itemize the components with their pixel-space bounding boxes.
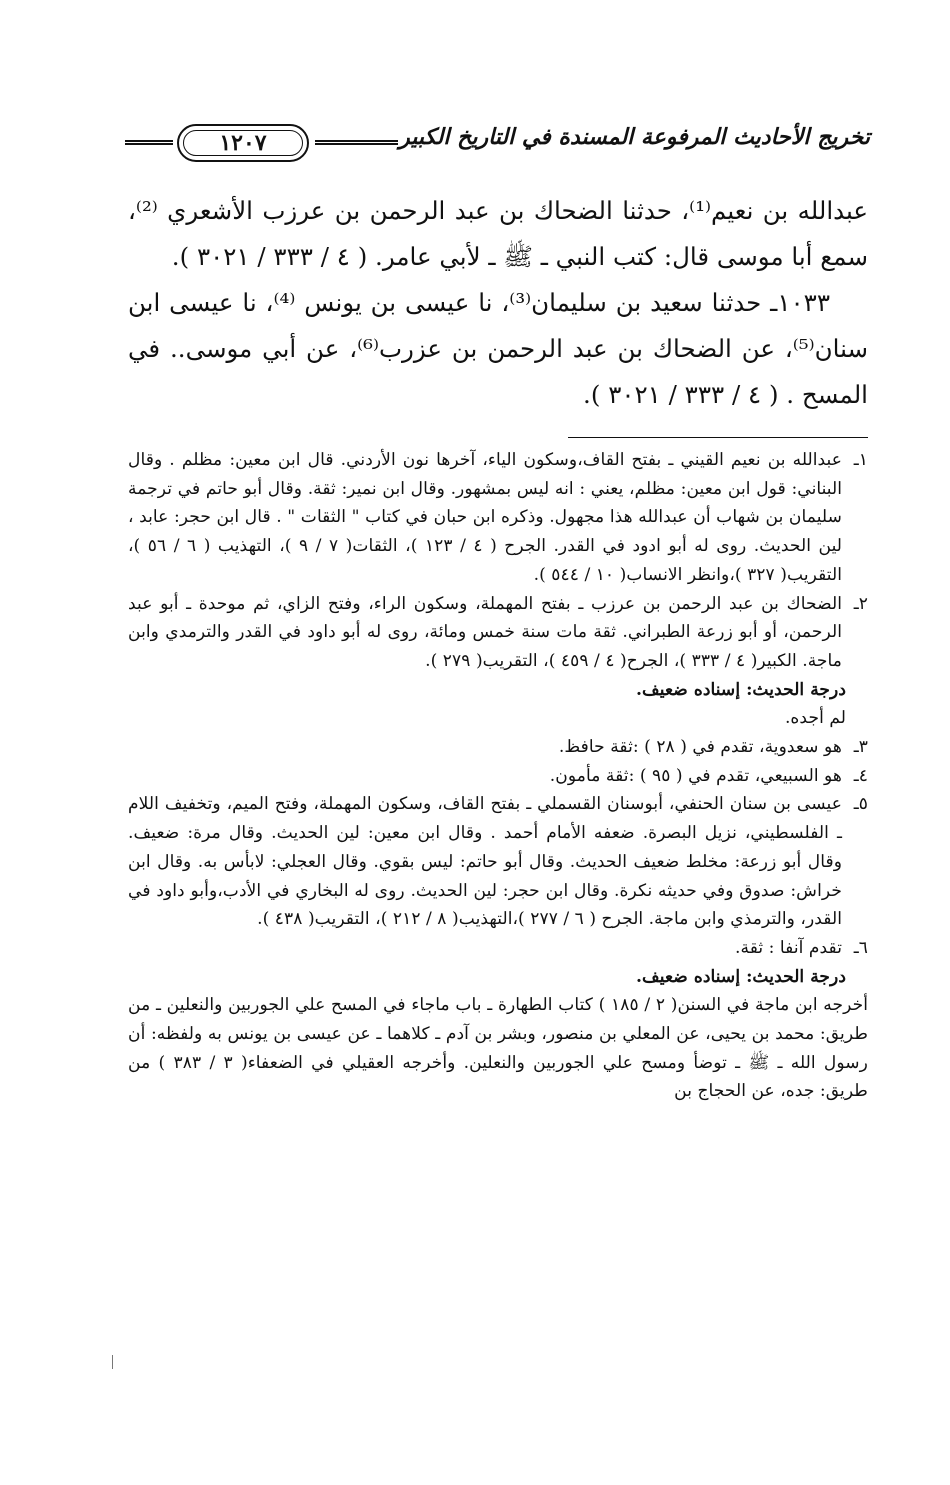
margin-mark bbox=[112, 1355, 113, 1369]
footnote-text: الضحاك بن عبد الرحمن بن عرزب ـ بفتح المهملة، وسكون الراء، وفتح الزاي، ثم موحدة ـ أبو عبد الرحمن، أو أبو زرعة الطبراني. ثقة مات سنة خمس ومائة، روى له أبو داود في القدر والترمدي وابن ماجة. الكبير( ٤ / ٣٣٣ )، الجرح( ٤ / ٤٥٩ )، التقريب( ٢٧٩ ). bbox=[128, 593, 842, 671]
footnote-text: هو السبيعي، تقدم في ( ٩٥ ) :ثقة مأمون. bbox=[549, 765, 842, 786]
main-text bbox=[128, 188, 868, 418]
footnote-number: ٤ـ bbox=[853, 765, 868, 786]
footnote-number: ٢ـ bbox=[853, 593, 868, 614]
footnote-number: ٥ـ bbox=[853, 794, 868, 815]
hadith-grade-1: درجة الحديث: إسناده ضعيف. bbox=[636, 679, 846, 700]
footnote-text: عبدالله بن نعيم القيني ـ بفتح القاف،وسكون الياء، آخرها نون الأردني. قال ابن معين: مظلم . وقال البناني: قول ابن معين: مظلم، يعني : انه ليس بمشهور. وقال ابن نمير: ثقة. وقال أبو حاتم في ترجمة سليمان بن شهاب أن عبدالله هذا مجهول. وذكره ابن حبان في كتاب " الثقات " . قال ابن حجر: عابد ، لين الحديث. روى له أبو ادود في القدر. الجرح ( ٤ / ١٢٣ )، الثقات( ٧ / ٩ )، التهذيب ( ٦ / ٥٦ )، التقريب( ٣٢٧ )،وانظر الانساب( ١٠ / ٥٤٤ ). bbox=[128, 450, 842, 585]
running-title: تخريج الأحاديث المرفوعة المسندة في التاريخ الكبير bbox=[399, 124, 870, 150]
page-header bbox=[125, 118, 870, 174]
footnote-3 bbox=[128, 733, 868, 762]
footnote-2 bbox=[128, 590, 868, 676]
footnote-number: ٦ـ bbox=[853, 937, 868, 958]
hadith-grade-2: درجة الحديث: إسناده ضعيف. bbox=[636, 966, 846, 987]
page-number: ١٢٠٧ bbox=[219, 130, 267, 156]
main-paragraph-1: عبدالله بن نعيم⁽¹⁾، حدثنا الضحاك بن عبد الرحمن بن عرزب الأشعري ⁽²⁾، سمع أبا موسى قال: كتب النبي ـ ﷺ ـ لأبي عامر. ( ٤ / ٣٣٣ / ٣٠٢١ ). bbox=[128, 196, 868, 271]
header-rule-left bbox=[125, 140, 173, 145]
page-number-badge bbox=[177, 124, 309, 162]
footnote-text: عيسى بن سنان الحنفي، أبوسنان القسملي ـ بفتح القاف، وسكون المهملة، وفتح الميم، وتخفيف اللام ـ الفلسطيني، نزيل البصرة. ضعفه الأمام أحمد . وقال ابن معين: لين الحديث. وقال مرة: ضعيف. وقال أبو زرعة: مخلط ضعيف الحديث. وقال أبو حاتم: ليس بقوي. وقال العجلي: لابأس به. وقال ابن خراش: صدوق وفي حديثه نكرة. وقال ابن حجر: لين الحديث. روى له البخاري في الأدب،وأبو داود في القدر، والترمذي وابن ماجة. الجرح ( ٦ / ٢٧٧ )،التهذيب( ٨ / ٢١٢ )، التقريب( ٤٣٨ ). bbox=[128, 794, 842, 930]
main-paragraph-2: ١٠٣٣ـ حدثنا سعيد بن سليمان⁽³⁾، نا عيسى بن يونس ⁽⁴⁾، نا عيسى ابن سنان⁽⁵⁾، عن الضحاك بن عبد الرحمن بن عزرب⁽⁶⁾، عن أبي موسى.. في المسح . ( ٤ / ٣٣٣ / ٣٠٢١ ). bbox=[128, 288, 868, 409]
footnote-divider bbox=[568, 437, 868, 438]
takhrij-paragraph: أخرجه ابن ماجة في السنن( ٢ / ١٨٥ ) كتاب الطهارة ـ باب ماجاء في المسح علي الجوربين والنعلين ـ من طريق: محمد بن يحيى، عن المعلي بن منصور، وبشر بن آدم ـ كلاهما ـ عن عيسى بن يونس به ولفظه: أن رسول الله ـ ﷺ ـ توضأ ومسح علي الجوربين والنعلين. وأخرجه العقيلي في الضعفاء( ٣ / ٣٨٣ ) من طريق: جده، عن الحجاج بن bbox=[128, 995, 868, 1102]
footnote-number: ٣ـ bbox=[853, 737, 868, 758]
not-found-note: لم أجده. bbox=[784, 708, 846, 729]
header-rule bbox=[315, 140, 398, 145]
footnote-4 bbox=[128, 762, 868, 791]
footnote-1 bbox=[128, 446, 868, 590]
footnotes bbox=[128, 446, 868, 1106]
footnote-5 bbox=[128, 790, 868, 934]
footnote-6 bbox=[128, 934, 868, 963]
footnote-number: ١ـ bbox=[853, 450, 868, 470]
footnote-text: تقدم آنفا : ثقة. bbox=[735, 937, 842, 958]
footnote-text: هو سعدوية، تقدم في ( ٢٨ ) :ثقة حافظ. bbox=[558, 737, 842, 758]
